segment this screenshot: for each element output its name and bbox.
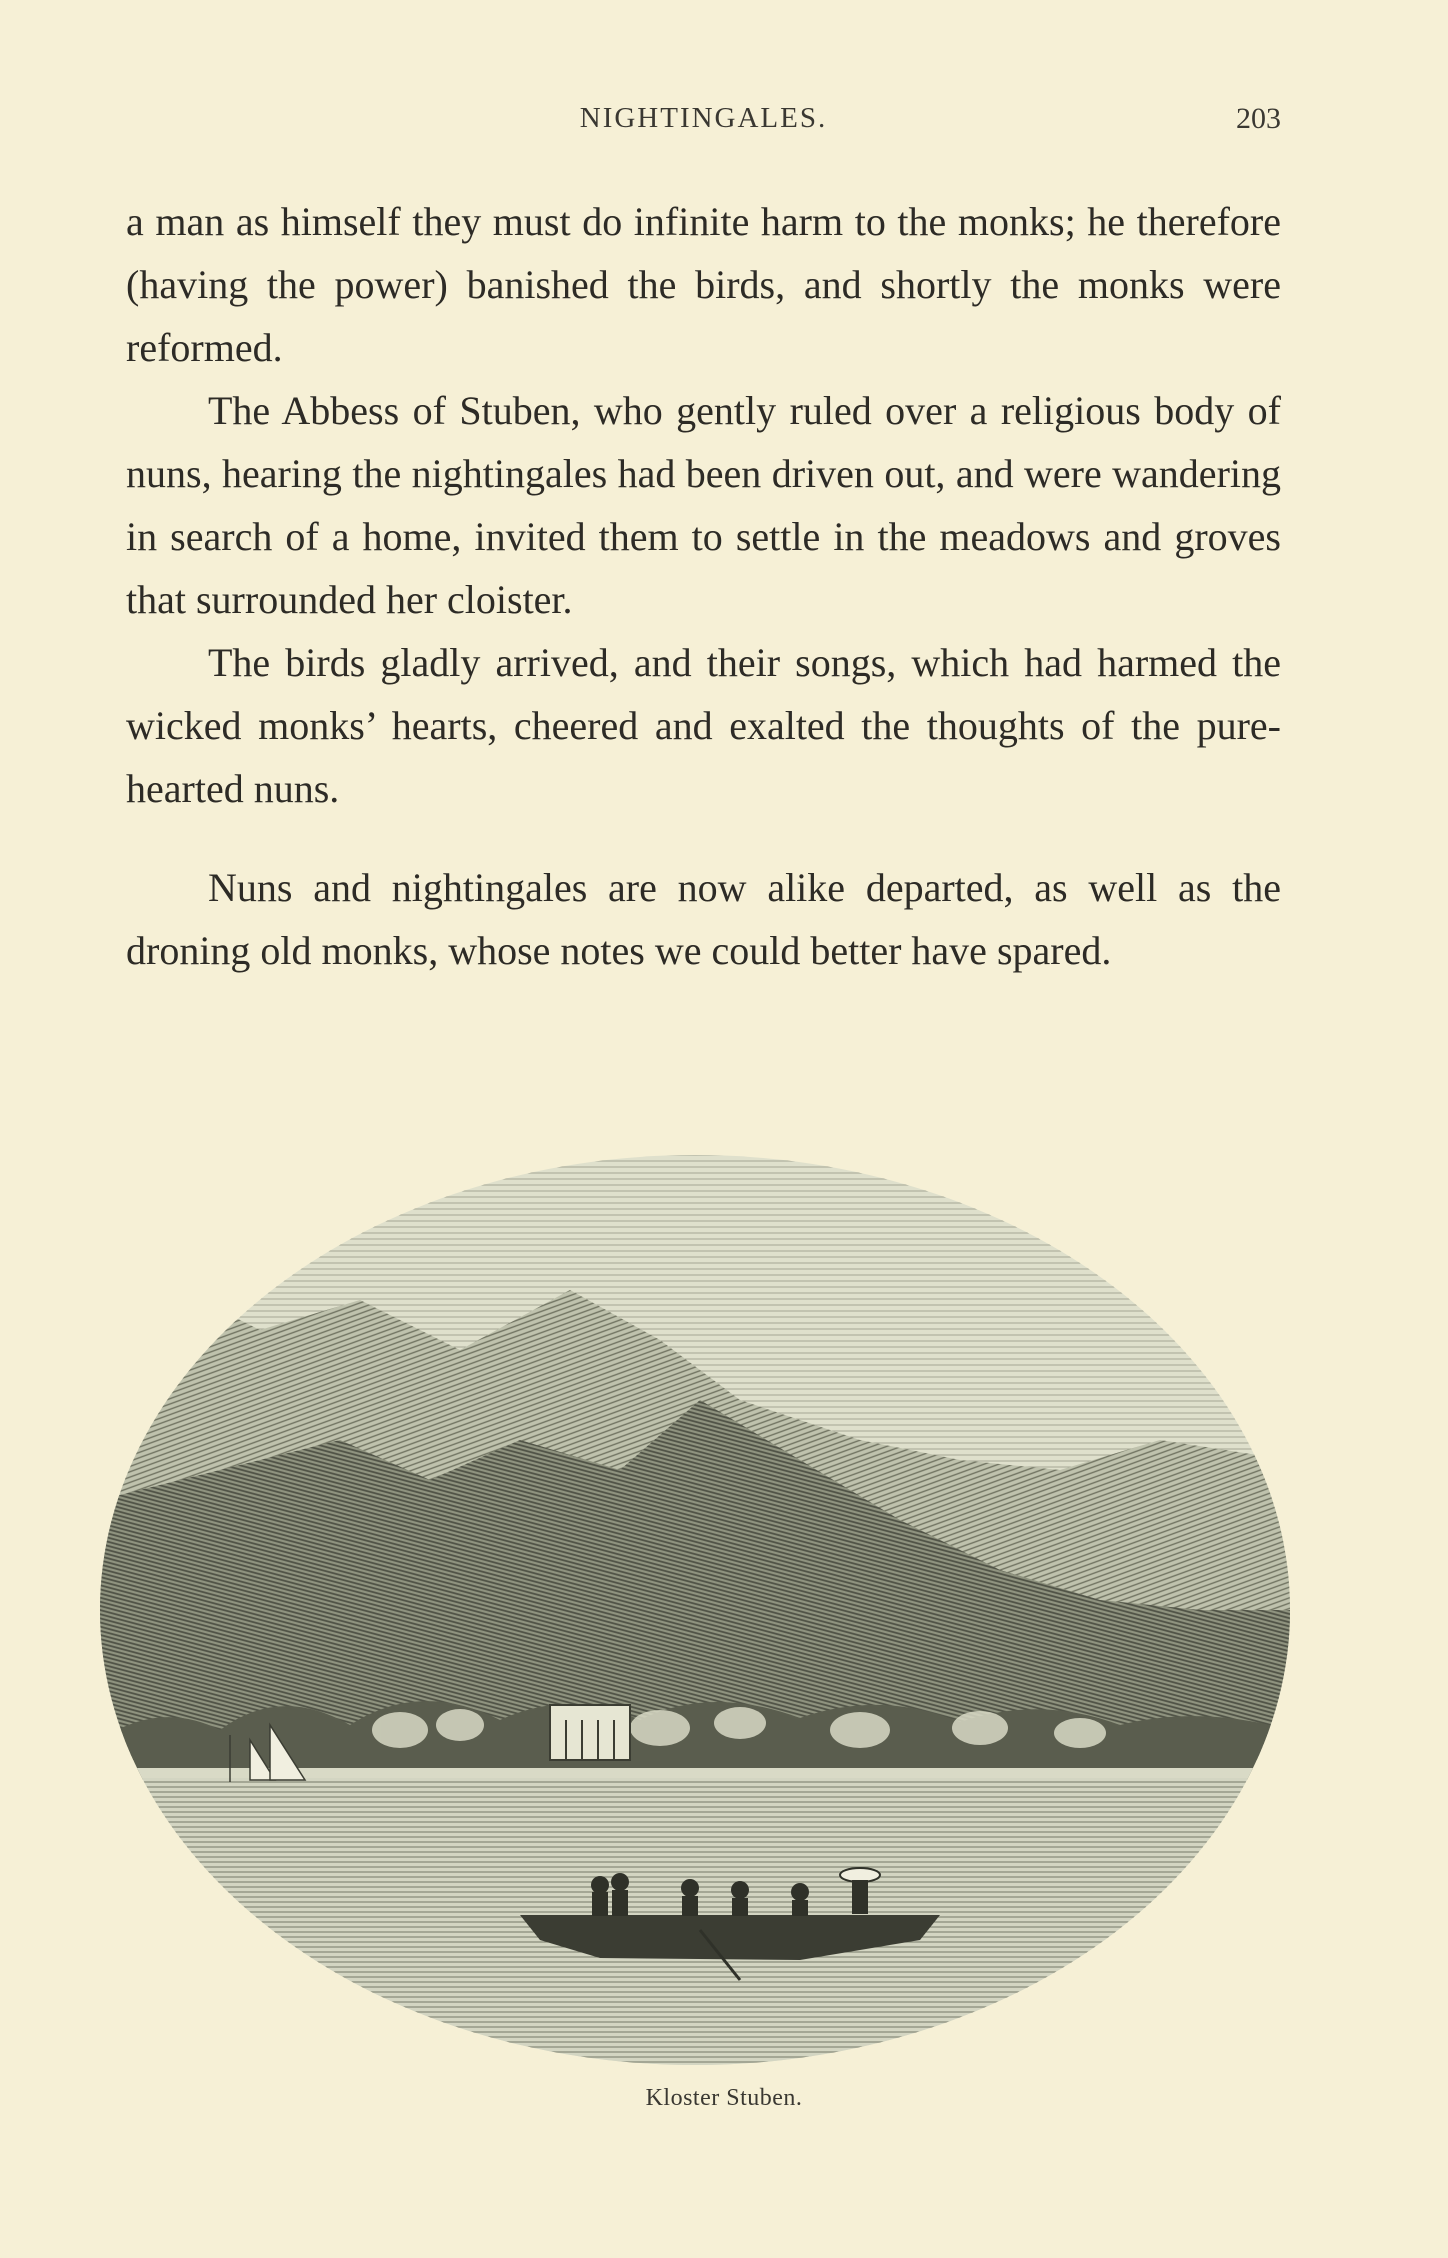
engraving-kloster-stuben [100,1140,1290,2070]
cloister-ruin [550,1705,630,1760]
running-head [126,102,1281,142]
paragraph-departed: Nuns and nightingales are now alike departed, as well as the droning old monks, whose notes we could better have spared. [126,865,1281,973]
running-title: NIGHTINGALES. [579,102,828,134]
body-text [126,190,1281,982]
paragraph-birds-arrived: The birds gladly arrived, and their songs, which had harmed the wicked monks’ hearts, cheered and exalted the thoughts of the pure-hearted nuns. [126,640,1281,811]
page-number: 203 [1236,102,1281,135]
paragraph-continuation: a man as himself they must do infinite harm to the monks; he therefore (having the power) banished the birds, and shortly the monks were reformed. [126,199,1281,370]
illustration-caption: Kloster Stuben. [645,2085,803,2111]
paragraph-abbess: The Abbess of Stuben, who gently ruled over a religious body of nuns, hearing the nightingales had been driven out, and were wandering in search of a home, invited them to settle in the meadows and groves that surrounded her cloister. [126,388,1281,622]
